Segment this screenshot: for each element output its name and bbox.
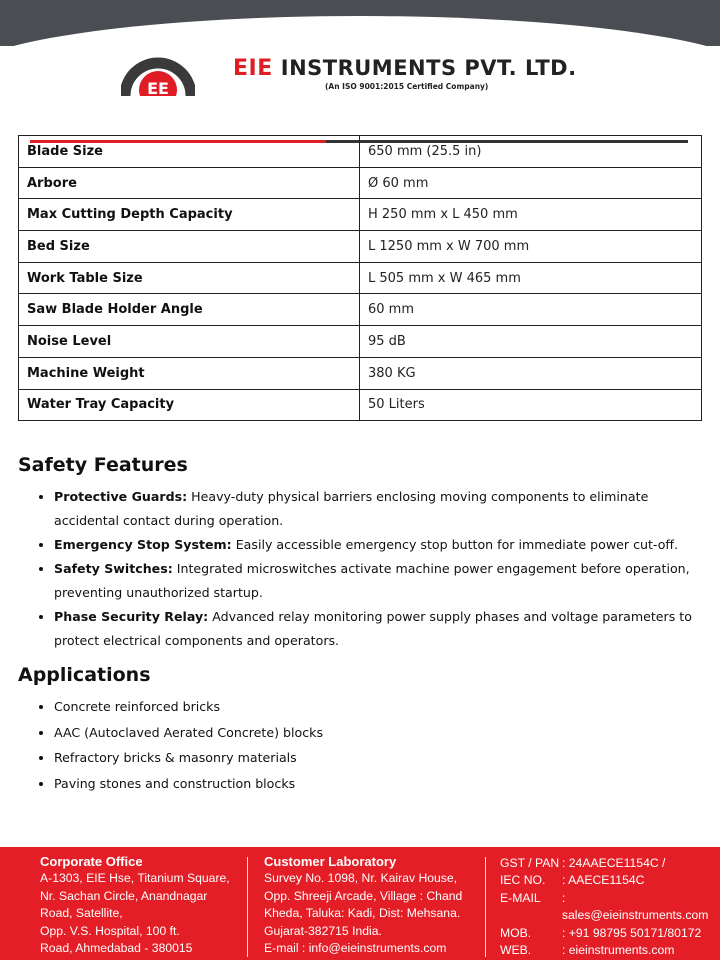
footer-divider: [485, 857, 486, 957]
customer-laboratory: [264, 853, 484, 957]
corporate-address-line: Opp. V.S. Hospital, 100 ft.: [40, 923, 180, 938]
safety-list: [40, 485, 714, 653]
corporate-address-line: Road, Ahmedabad - 380015: [40, 941, 193, 956]
laboratory-address-line: Opp. Shreeji Arcade, Village : Chand: [264, 888, 463, 903]
safety-item-text: Advanced relay monitoring power supply phases and voltage parameters to protect electrical components and operators.: [54, 609, 692, 648]
spec-label: Bed Size: [19, 231, 360, 263]
spec-label: Water Tray Capacity: [19, 389, 360, 421]
application-item: • Paving stones and construction blocks: [54, 771, 654, 797]
spec-label: Max Cutting Depth Capacity: [19, 199, 360, 231]
spec-value: L 505 mm x W 465 mm: [360, 262, 702, 294]
corporate-office-title: Corporate Office: [40, 854, 143, 869]
safety-item-term: Safety Switches:: [54, 561, 173, 576]
laboratory-address-line: Survey No. 1098, Nr. Kairav House,: [264, 871, 458, 886]
safety-item-term: Phase Security Relay:: [54, 609, 209, 624]
laboratory-address-line: Kheda, Taluka: Kadi, Dist: Mehsana.: [264, 906, 461, 921]
safety-item: [54, 485, 714, 533]
safety-item-text: Easily accessible emergency stop button for immediate power cut-off.: [231, 537, 679, 552]
spec-row: [19, 389, 702, 421]
safety-item: [54, 533, 714, 557]
corporate-address-line: Nr. Sachan Circle, Anandnagar: [40, 888, 208, 903]
safety-item-text: Integrated microswitches activate machine power engagement before operation, preventing unauthorized startup.: [54, 561, 690, 600]
spec-label: Machine Weight: [19, 357, 360, 389]
safety-item-term: Emergency Stop System:: [54, 537, 232, 552]
applications-heading: Applications: [18, 664, 151, 686]
corporate-office: [40, 853, 240, 957]
contact-row: [500, 872, 715, 889]
contact-key: MOB.: [500, 925, 532, 940]
spec-value: 95 dB: [360, 326, 702, 358]
applications-list: [40, 694, 654, 797]
spec-label: Blade Size: [19, 136, 360, 168]
safety-item: [54, 605, 714, 653]
spec-table: [18, 135, 702, 421]
spec-value: 60 mm: [360, 294, 702, 326]
contact-details: [500, 855, 715, 959]
eie-logo: [121, 46, 195, 102]
application-item: • Refractory bricks & masonry materials: [54, 745, 654, 771]
application-item: • AAC (Autoclaved Aerated Concrete) blocks: [54, 720, 654, 746]
spec-row: [19, 326, 702, 358]
contact-key: WEB.: [500, 943, 532, 958]
laboratory-address-line: Gujarat-382715 India.: [264, 923, 382, 938]
spec-value: 650 mm (25.5 in): [360, 136, 702, 168]
logo-text: EE: [147, 79, 169, 98]
spec-row: [19, 231, 702, 263]
contact-row: [500, 855, 715, 872]
spec-label: Arbore: [19, 167, 360, 199]
contact-key: IEC NO.: [500, 873, 546, 888]
contact-key: GST / PAN: [500, 856, 560, 870]
contact-row: [500, 942, 715, 959]
contact-value: : 24AAECE1154C /: [562, 856, 666, 870]
contact-key: E-MAIL: [500, 890, 541, 905]
letterhead: [0, 40, 720, 110]
corporate-address-line: A-1303, EIE Hse, Titanium Square,: [40, 871, 230, 886]
spec-value: L 1250 mm x W 700 mm: [360, 231, 702, 263]
brand-mark: EIE: [233, 56, 273, 81]
spec-row: [19, 294, 702, 326]
spec-label: Noise Level: [19, 326, 360, 358]
spec-row: [19, 357, 702, 389]
customer-laboratory-title: Customer Laboratory: [264, 854, 397, 869]
contact-value: : sales@eieinstruments.com: [561, 890, 709, 923]
contact-row: [500, 925, 715, 942]
contact-value: : eieinstruments.com: [562, 943, 675, 958]
contact-value: : +91 98795 50171/80172: [562, 925, 702, 940]
corporate-address-line: Road, Satellite,: [40, 906, 123, 921]
spec-label: Saw Blade Holder Angle: [19, 294, 360, 326]
spec-value: H 250 mm x L 450 mm: [360, 199, 702, 231]
spec-value: 50 Liters: [360, 389, 702, 421]
safety-item-text: Heavy-duty physical barriers enclosing moving components to eliminate accidental contact during operation.: [54, 489, 649, 528]
spec-row: [19, 167, 702, 199]
safety-item: [54, 557, 714, 605]
application-item: • Concrete reinforced bricks: [54, 694, 654, 720]
safety-item-term: Protective Guards:: [54, 489, 188, 504]
contact-row: [500, 890, 715, 925]
footer: [0, 847, 720, 960]
spec-value: Ø 60 mm: [360, 167, 702, 199]
spec-row: [19, 262, 702, 294]
spec-row: [19, 136, 702, 168]
safety-heading: Safety Features: [18, 454, 188, 476]
laboratory-address-line: E-mail : info@eieinstruments.com: [264, 941, 447, 956]
spec-row: [19, 199, 702, 231]
iso-note: (An ISO 9001:2015 Certified Company): [325, 82, 489, 91]
spec-label: Work Table Size: [19, 262, 360, 294]
contact-value: : AAECE1154C: [562, 873, 645, 888]
footer-divider: [247, 857, 248, 957]
spec-value: 380 KG: [360, 357, 702, 389]
brand-name: INSTRUMENTS PVT. LTD.: [280, 56, 577, 80]
